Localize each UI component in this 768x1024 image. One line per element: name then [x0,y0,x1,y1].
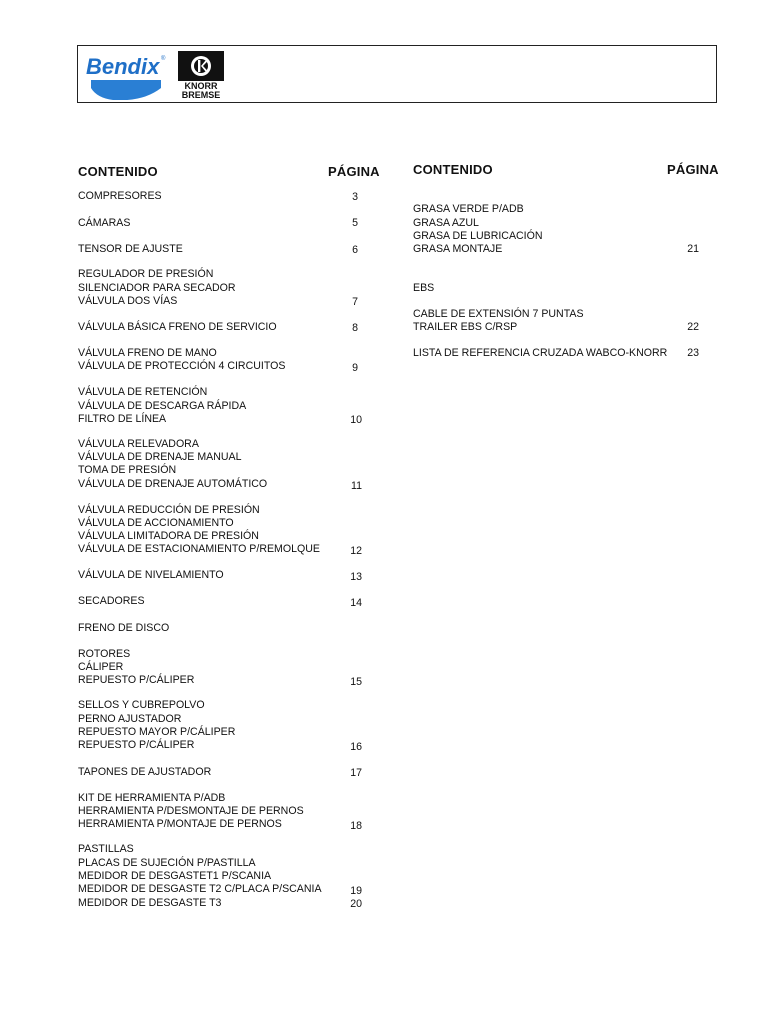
page-number: 22 [687,321,699,333]
page-number: 15 [350,676,362,688]
toc-line: VÁLVULA DE ACCIONAMIENTO [78,517,234,529]
toc-line: VÁLVULA LIMITADORA DE PRESIÓN [78,530,259,542]
page-number: 16 [350,741,362,753]
svg-text:KNORR: KNORR [184,81,218,91]
left-pagina-heading: PÁGINA [328,164,380,179]
toc-line: SECADORES [78,595,145,607]
page-number: 3 [352,191,358,203]
toc-line: MEDIDOR DE DESGASTE T3 [78,897,222,909]
toc-line: PASTILLAS [78,843,134,855]
toc-line: VÁLVULA DE PROTECCIÓN 4 CIRCUITOS [78,360,286,372]
toc-line: GRASA VERDE P/ADB [413,203,524,215]
toc-line: ROTORES [78,648,131,660]
toc-line: PLACAS DE SUJECIÓN P/PASTILLA [78,857,256,869]
page-number: 12 [350,545,362,557]
bendix-logo [83,50,167,100]
toc-line: VÁLVULA DE NIVELAMIENTO [78,569,224,581]
toc-line: MEDIDOR DE DESGASTE T2 C/PLACA P/SCANIA [78,883,322,895]
header-box [77,45,717,103]
toc-line: GRASA DE LUBRICACIÓN [413,230,543,242]
toc-line: PERNO AJUSTADOR [78,713,182,725]
toc-line: TRAILER EBS C/RSP [413,321,518,333]
toc-line: VÁLVULA DE DESCARGA RÁPIDA [78,400,247,412]
right-contenido-heading: CONTENIDO [413,162,493,177]
toc-line: VÁLVULA DE RETENCIÓN [78,386,208,398]
page-number: 8 [352,322,358,334]
page-number: 13 [350,571,362,583]
page-number: 9 [352,362,358,374]
toc-line: FRENO DE DISCO [78,622,170,634]
toc-line: SILENCIADOR PARA SECADOR [78,282,236,294]
toc-line: CÁLIPER [78,661,124,673]
page-number: 5 [352,217,358,229]
svg-text:BREMSE: BREMSE [181,90,221,99]
toc-line: REGULADOR DE PRESIÓN [78,268,214,280]
toc-line: VÁLVULA BÁSICA FRENO DE SERVICIO [78,321,277,333]
page-number: 11 [351,480,362,492]
toc-line: VÁLVULA RELEVADORA [78,438,199,450]
page-number: 21 [687,243,699,255]
toc-line: MEDIDOR DE DESGASTET1 P/SCANIA [78,870,272,882]
toc-line: CÁMARAS [78,217,131,229]
page-number: 17 [350,767,362,779]
toc-line: TENSOR DE AJUSTE [78,243,183,255]
toc-line: CABLE DE EXTENSIÓN 7 PUNTAS [413,308,584,320]
svg-text:®: ® [161,56,166,62]
page-number: 23 [687,347,699,359]
knorr-bremse-logo [178,51,224,99]
toc-line: VÁLVULA REDUCCIÓN DE PRESIÓN [78,504,260,516]
toc-line: VÁLVULA FRENO DE MANO [78,347,217,359]
toc-line: SELLOS Y CUBREPOLVO [78,699,205,711]
toc-line: VÁLVULA DE DRENAJE MANUAL [78,451,242,463]
svg-text:Bendix: Bendix [86,54,160,79]
toc-line: REPUESTO P/CÁLIPER [78,739,195,751]
toc-line: HERRAMIENTA P/DESMONTAJE DE PERNOS [78,805,304,817]
toc-line: REPUESTO P/CÁLIPER [78,674,195,686]
right-pagina-heading: PÁGINA [667,162,719,177]
page-number: 18 [350,820,362,832]
page-number: 7 [352,296,358,308]
page-number: 6 [352,244,358,256]
page-number: 14 [350,597,362,609]
toc-line: EBS [413,282,435,294]
toc-line: REPUESTO MAYOR P/CÁLIPER [78,726,236,738]
toc-line: FILTRO DE LÍNEA [78,413,167,425]
toc-line: COMPRESORES [78,190,162,202]
toc-line: VÁLVULA DE ESTACIONAMIENTO P/REMOLQUE [78,543,320,555]
toc-line: HERRAMIENTA P/MONTAJE DE PERNOS [78,818,282,830]
toc-line: KIT DE HERRAMIENTA P/ADB [78,792,226,804]
page-number: 10 [350,414,362,426]
toc-line: GRASA AZUL [413,217,479,229]
toc-line: TAPONES DE AJUSTADOR [78,766,212,778]
toc-line: LISTA DE REFERENCIA CRUZADA WABCO-KNORR [413,347,668,359]
page-number: 19 [350,885,362,897]
left-contenido-heading: CONTENIDO [78,164,158,179]
toc-line: VÁLVULA DOS VÍAS [78,295,178,307]
toc-line: TOMA DE PRESIÓN [78,464,177,476]
page-number: 20 [350,898,362,910]
toc-line: VÁLVULA DE DRENAJE AUTOMÁTICO [78,478,268,490]
toc-line: GRASA MONTAJE [413,243,503,255]
